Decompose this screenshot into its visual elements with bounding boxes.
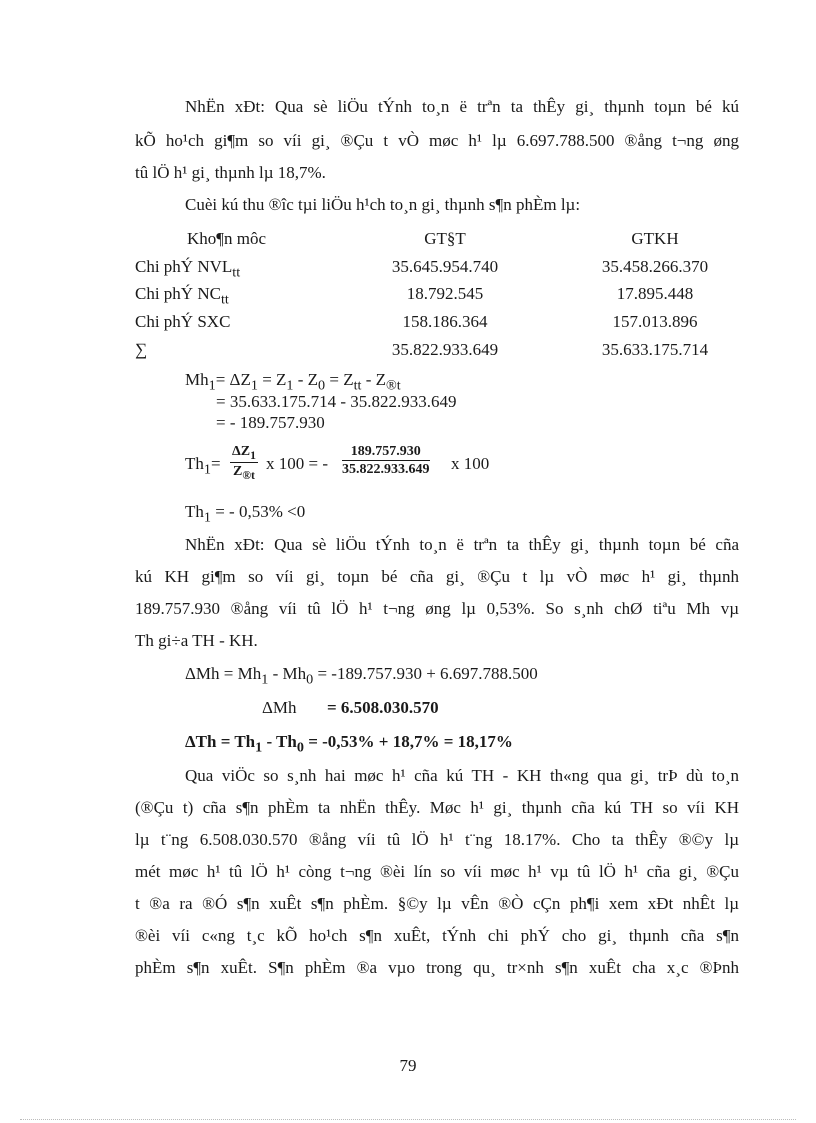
row-label: Chi phÝ SXC [135,312,231,331]
table-row [135,312,739,332]
paragraph3-line3: lµ t¨ng 6.508.030.570 ®ång víi tû lÖ h¹ t¨ng 18.17%. Cho ta thÊy ®©y lµ [135,830,739,849]
row-gtdt: 35.822.933.649 [391,340,499,359]
row-label-sub: tt [220,291,229,308]
paragraph1-line3: tû lÖ h¹ gi¸ thµnh lµ 18,7%. [135,163,326,182]
intro-line: Cuèi kú thu ®îc tµi liÖu h¹ch to¸n gi¸ thµnh s¶n phÈm lµ: [185,195,581,214]
header-gtkh: GTKH [631,229,679,248]
paragraph1-line2: kÕ ho¹ch gi¶m so víi gi¸ ®Çu t vÒ møc h¹ lµ 6.697.788.500 ®ång t¬ng øng [135,131,739,150]
table-header [135,229,739,249]
paragraph3-line5: t ®a ra ®Ó s¶n xuÊt s¶n phÈm. §©y lµ vÊn ®Ò cÇn ph¶i xem xÐt nhÊt lµ [135,894,739,913]
paragraph3-line7: phÈm s¶n xuÊt. S¶n phÈm ®a vµo trong qu¸ tr×nh s¶n xuÊt cha x¸c ®Þnh [135,958,739,977]
paragraph1-line1: NhËn xÐt: Qua sè liÖu tÝnh to¸n ë trªn ta thÊy gi¸ thµnh toµn bé kú [185,97,739,116]
formula-th-mid: x 100 = - [266,454,328,473]
delta-mh-value: = 6.508.030.570 [327,698,439,717]
header-gtdt: GT§T [424,229,466,248]
row-label: Chi phÝ NVL [135,257,233,276]
page-number: 79 [399,1056,417,1075]
row-gtdt: 158.186.364 [402,312,488,331]
formula-th-tail: x 100 [451,454,490,473]
row-gtkh: 35.458.266.370 [601,257,709,276]
paragraph3-line1: Qua viÖc so s¸nh hai møc h¹ cña kú TH - KH th«ng qua gi¸ trÞ dù to¸n [185,766,739,785]
table-row [135,284,739,308]
fraction-delta-z: $\frac{\Delta Z_1}{Z_{®t}}$ [232,444,256,482]
paragraph2-line3: 189.757.930 ®ång víi tû lÖ h¹ t¬ng øng lµ 0,53%. So s¸nh chØ tiªu Mh vµ [135,599,739,618]
header-item: Kho¶n môc [187,229,266,248]
table-row-total [135,340,739,360]
paragraph3-line6: ®èi víi c«ng t¸c kÕ ho¹ch s¶n xuÊt, tÝnh chi phÝ cho gi¸ thµnh cña s¶n [135,926,739,945]
formula-th-lhs: $Th_1=$ [185,454,221,478]
row-gtkh: 157.013.896 [612,312,698,331]
formula-mh-line2: = 35.633.175.714 - 35.822.933.649 [216,392,457,411]
fraction-values: $\frac{189.757.930}{35.822.933.649}$ [342,444,430,477]
table-row [135,257,739,281]
page-bottom-rule [20,1119,796,1120]
paragraph2-line1: NhËn xÐt: Qua sè liÖu tÝnh to¸n ë trªn ta thÊy gi¸ thµnh toµn bé cña [185,535,739,554]
th-result: $Th_1$ = - 0,53% <0 [185,502,306,526]
paragraph3-line2: (®Çu t) cña s¶n phÈm ta nhËn thÊy. Møc h¹ gi¸ thµnh cña kú TH so víi KH [135,798,739,817]
formula-mh-line3: = - 189.757.930 [216,413,325,432]
delta-mh-line1: $\Delta Mh = Mh_1 - Mh_0 = -189.757.930 + 6.697.788.500$ [185,664,538,688]
paragraph2-line4: Th gi÷a TH - KH. [135,631,258,650]
row-gtdt: 35.645.954.740 [391,257,499,276]
paragraph2-line2: kú KH gi¶m so víi gi¸ toµn bé cña gi¸ ®Çu t lµ vÒ møc h¹ gi¸ thµnh [135,567,739,586]
paragraph3-line4: mét møc h¹ tû lÖ h¹ còng t¬ng ®èi lín so víi møc h¹ vµ tû lÖ h¹ cña gi¸ ®Çu [135,862,739,881]
row-gtdt: 18.792.545 [406,284,484,303]
row-gtkh: 35.633.175.714 [601,340,709,359]
delta-th-line: $\Delta Th = Th_1 - Th_0 = -0,53\% + 18,7\% = 18,17\%$ [185,732,513,756]
delta-mh-label: ΔMh [262,698,297,717]
row-label-sub: tt [232,264,241,281]
sum-symbol: ∑ [135,340,148,359]
row-label: Chi phÝ NC [135,284,221,303]
formula-mh-line1: $Mh_1= \Delta Z_1 = Z_1 - Z_0 = Z_{tt} - Z_{®t}$ [185,370,401,394]
row-gtkh: 17.895.448 [616,284,694,303]
